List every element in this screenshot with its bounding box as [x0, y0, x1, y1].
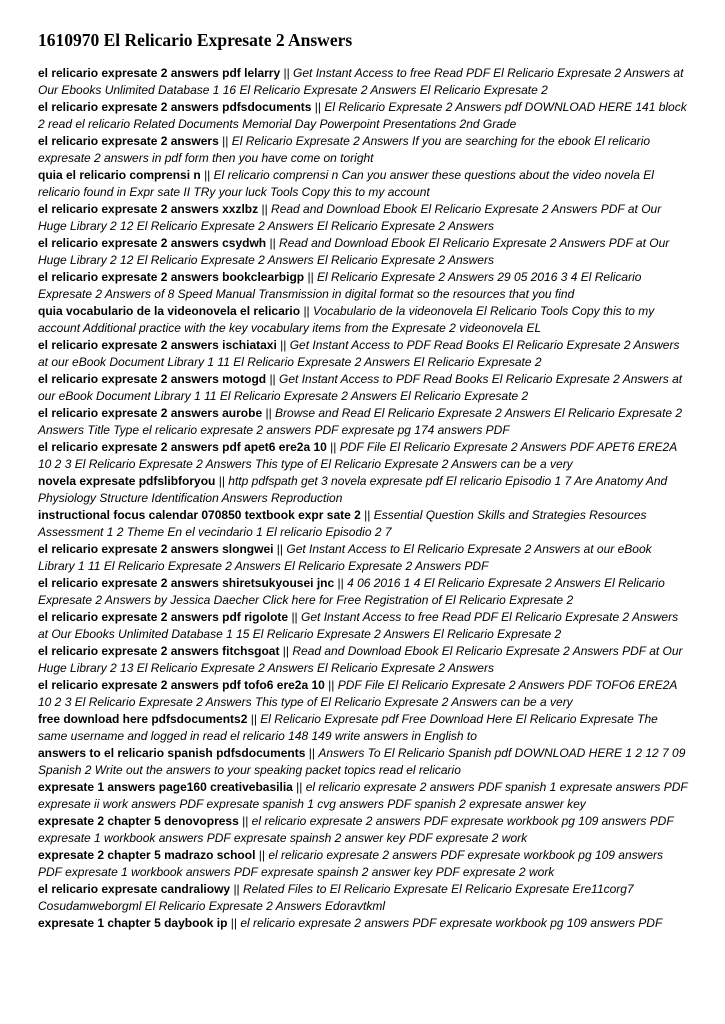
entry: [38, 643, 688, 677]
entry-separator: ||: [360, 508, 374, 522]
entry-description: El Relicario Expresate pdf Free Download Here El Relicario Expresate The same username and logged in read el relicario 148 149 write answers in English to: [38, 712, 658, 743]
entry-description: PDF File El Relicario Expresate 2 Answers PDF TOFO6 ERE2A 10 2 3 El Relicario Expresate 2 Answers This type of El Relicario Expresate 2 Answers can be a very: [38, 678, 677, 709]
entry-separator: ||: [279, 644, 293, 658]
entry-description: Get Instant Access to El Relicario Expresate 2 Answers at our eBook Library 1 11 El Relicario Expresate 2 Answers El Relicario Expresate 2 Answers PDF: [38, 542, 652, 573]
entry-separator: ||: [276, 338, 290, 352]
entry-description: Read and Download Ebook El Relicario Expresate 2 Answers PDF at Our Huge Library 2 12 El Relicario Expresate 2 Answers El Relicario Expresate 2 Answers: [38, 202, 662, 233]
entry: [38, 507, 688, 541]
entry-separator: ||: [334, 576, 348, 590]
entry-description: Vocabulario de la videonovela El Relicario Tools Copy this to my account Additional practice with the key vocabulary items from the Expresate 2 videonovela EL: [38, 304, 655, 335]
entry: [38, 269, 688, 303]
entry-description: el relicario expresate 2 answers PDF expresate workbook pg 109 answers PDF expresate 1 workbook answers PDF expresate spainsh 2 answer key PDF expresate 2 work: [38, 814, 674, 845]
document-page: [38, 30, 688, 932]
entry-separator: ||: [273, 542, 287, 556]
entry-description: el relicario expresate 2 answers PDF spanish 1 expresate answers PDF expresate ii work answers PDF expresate spanish 1 cvg answers PDF spanish 2 expresate answer key: [38, 780, 688, 811]
entry-separator: ||: [262, 406, 276, 420]
entry-description: El Relicario Expresate 2 Answers If you are searching for the ebook El relicario expresate 2 answers in pdf form then you have come on toright: [38, 134, 651, 165]
entry-title: answers to el relicario spanish pdfsdocuments: [38, 746, 306, 760]
entry-separator: ||: [280, 66, 294, 80]
entry-separator: ||: [326, 440, 340, 454]
entry-separator: ||: [311, 100, 325, 114]
entry-separator: ||: [247, 712, 261, 726]
entry-title: expresate 2 chapter 5 madrazo school: [38, 848, 256, 862]
entry-separator: ||: [215, 474, 229, 488]
entry-title: el relicario expresate 2 answers aurobe: [38, 406, 263, 420]
entry-title: expresate 1 answers page160 creativebasilia: [38, 780, 293, 794]
entry: [38, 575, 688, 609]
entry-list: [38, 65, 688, 932]
entry-separator: ||: [304, 270, 318, 284]
entry: [38, 473, 688, 507]
entry-description: el relicario expresate 2 answers PDF expresate workbook pg 109 answers PDF expresate 1 workbook answers PDF expresate spainsh 2 answer key PDF expresate 2 work: [38, 848, 663, 879]
entry: [38, 65, 688, 99]
entry-separator: ||: [266, 372, 280, 386]
entry-description: 4 06 2016 1 4 El Relicario Expresate 2 Answers El Relicario Expresate 2 Answers by Jessica Daecher Click here for Free Registration of El Relicario Expresate 2: [38, 576, 665, 607]
entry-separator: ||: [255, 848, 269, 862]
entry: [38, 677, 688, 711]
entry-description: Read and Download Ebook El Relicario Expresate 2 Answers PDF at Our Huge Library 2 12 El Relicario Expresate 2 Answers El Relicario Expresate 2 Answers: [38, 236, 670, 267]
entry-description: http pdfspath get 3 novela expresate pdf El relicario Episodio 1 7 Are Anatomy And Physiology Structure Identification Answers Reproduction: [38, 474, 668, 505]
entry: [38, 847, 688, 881]
entry-title: el relicario expresate 2 answers ischiataxi: [38, 338, 277, 352]
entry: [38, 541, 688, 575]
entry: [38, 235, 688, 269]
entry-separator: ||: [238, 814, 252, 828]
entry-title: el relicario expresate 2 answers pdf apet6 ere2a 10: [38, 440, 327, 454]
entry-description: El Relicario Expresate 2 Answers pdf DOWNLOAD HERE 141 block 2 read el relicario Related Documents Memorial Day Powerpoint Presentations 2nd Grade: [38, 100, 687, 131]
entry-title: instructional focus calendar 070850 textbook expr sate 2: [38, 508, 361, 522]
entry-separator: ||: [324, 678, 338, 692]
entry-separator: ||: [305, 746, 319, 760]
entry-title: el relicario expresate 2 answers motogd: [38, 372, 267, 386]
entry: [38, 779, 688, 813]
entry-description: El Relicario Expresate 2 Answers 29 05 2016 3 4 El Relicario Expresate 2 Answers of 8 Speed Manual Transmission in digital format so the resources that you find: [38, 270, 642, 301]
entry-title: free download here pdfsdocuments2: [38, 712, 248, 726]
entry: [38, 303, 688, 337]
entry-title: el relicario expresate 2 answers: [38, 134, 219, 148]
entry: [38, 813, 688, 847]
entry: [38, 609, 688, 643]
entry-title: el relicario expresate 2 answers slongwei: [38, 542, 274, 556]
entry-title: el relicario expresate 2 answers shiretsukyousei jnc: [38, 576, 335, 590]
entry: [38, 439, 688, 473]
entry-title: el relicario expresate 2 answers pdf rigolote: [38, 610, 289, 624]
entry: [38, 99, 688, 133]
entry-title: el relicario expresate 2 answers bookclearbigp: [38, 270, 305, 284]
entry-separator: ||: [288, 610, 302, 624]
entry-description: Get Instant Access to PDF Read Books El Relicario Expresate 2 Answers at our eBook Document Library 1 11 El Relicario Expresate 2 Answers El Relicario Expresate 2: [38, 372, 683, 403]
entry-title: expresate 2 chapter 5 denovopress: [38, 814, 239, 828]
entry: [38, 133, 688, 167]
entry: [38, 371, 688, 405]
entry-title: novela expresate pdfslibforyou: [38, 474, 216, 488]
entry-separator: ||: [227, 916, 241, 930]
entry-description: Essential Question Skills and Strategies Resources Assessment 1 2 Theme En el vecindario 1 El relicario Episodio 2 7: [38, 508, 647, 539]
entry-description: Get Instant Access to PDF Read Books El Relicario Expresate 2 Answers at our eBook Document Library 1 11 El Relicario Expresate 2 Answers El Relicario Expresate 2: [38, 338, 680, 369]
entry-description: Related Files to El Relicario Expresate El Relicario Expresate Ere11corg7 Cosudamweborgml El Relicario Expresate 2 Answers Edoravtkml: [38, 882, 634, 913]
entry-separator: ||: [300, 304, 314, 318]
entry-description: Get Instant Access to free Read PDF El Relicario Expresate 2 Answers at Our Ebooks Unlimited Database 1 15 El Relicario Expresate 2 Answers El Relicario Expresate 2: [38, 610, 679, 641]
entry-title: el relicario expresate candraliowy: [38, 882, 231, 896]
entry-title: el relicario expresate 2 answers xxzlbz: [38, 202, 259, 216]
entry-title: el relicario expresate 2 answers fitchsgoat: [38, 644, 280, 658]
entry-title: el relicario expresate 2 answers pdf lelarry: [38, 66, 281, 80]
entry: [38, 405, 688, 439]
entry: [38, 745, 688, 779]
entry-title: quia el relicario comprensi n: [38, 168, 201, 182]
entry-separator: ||: [266, 236, 280, 250]
entry: [38, 915, 688, 932]
entry-description: el relicario expresate 2 answers PDF expresate workbook pg 109 answers PDF: [240, 916, 663, 930]
document-title: 1610970 El Relicario Expresate 2 Answers: [38, 30, 353, 50]
entry-separator: ||: [230, 882, 244, 896]
entry: [38, 711, 688, 745]
entry: [38, 201, 688, 235]
entry-description: Answers To El Relicario Spanish pdf DOWNLOAD HERE 1 2 12 7 09 Spanish 2 Write out the answers to your speaking packet topics read el relicario: [38, 746, 686, 777]
entry-description: Get Instant Access to free Read PDF El Relicario Expresate 2 Answers at Our Ebooks Unlimited Database 1 16 El Relicario Expresate 2 Answers El Relicario Expresate 2: [38, 66, 684, 97]
entry-title: el relicario expresate 2 answers pdf tofo6 ere2a 10: [38, 678, 325, 692]
entry: [38, 337, 688, 371]
entry-separator: ||: [218, 134, 232, 148]
entry-title: el relicario expresate 2 answers csydwh: [38, 236, 267, 250]
entry: [38, 881, 688, 915]
entry-title: quia vocabulario de la videonovela el relicario: [38, 304, 301, 318]
entry-description: Read and Download Ebook El Relicario Expresate 2 Answers PDF at Our Huge Library 2 13 El Relicario Expresate 2 Answers El Relicario Expresate 2 Answers: [38, 644, 683, 675]
entry-description: PDF File El Relicario Expresate 2 Answers PDF APET6 ERE2A 10 2 3 El Relicario Expresate 2 Answers This type of El Relicario Expresate 2 Answers can be a very: [38, 440, 677, 471]
entry-description: El relicario comprensi n Can you answer these questions about the video novela El relicario found in Expr sate II TRy your luck Tools Copy this to my account: [38, 168, 654, 199]
entry-description: Browse and Read El Relicario Expresate 2 Answers El Relicario Expresate 2 Answers Title Type el relicario expresate 2 answers PDF expresate pg 174 answers PDF: [38, 406, 683, 437]
entry-separator: ||: [292, 780, 306, 794]
entry: [38, 167, 688, 201]
entry-title: el relicario expresate 2 answers pdfsdocuments: [38, 100, 312, 114]
entry-separator: ||: [200, 168, 214, 182]
entry-title: expresate 1 chapter 5 daybook ip: [38, 916, 228, 930]
entry-separator: ||: [258, 202, 272, 216]
